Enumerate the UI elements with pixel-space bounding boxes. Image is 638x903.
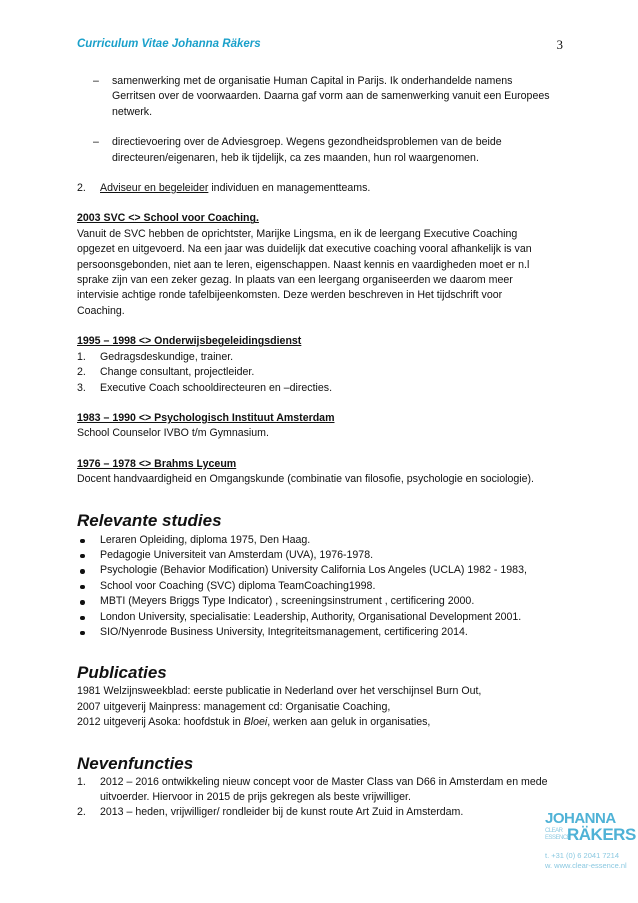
- bullet-icon: [80, 585, 85, 590]
- item-text: Leraren Opleiding, diploma 1975, Den Haag.: [100, 533, 311, 546]
- item-number: 2.: [77, 806, 86, 819]
- item-text: Gedragsdeskundige, trainer.: [100, 350, 234, 363]
- bullet-icon: [80, 539, 85, 544]
- list-item: [77, 381, 567, 396]
- brahms-heading: 1976 – 1978 <> Brahms Lyceum: [77, 457, 237, 470]
- advisor-rest: individuen en managementteams.: [208, 182, 371, 195]
- section-onderwijsbegeleidingsdienst: [77, 334, 567, 396]
- item-number: 2.: [77, 366, 86, 379]
- dash-item: [77, 74, 567, 120]
- dash-line: netwerk.: [112, 105, 153, 118]
- bullet-icon: [80, 600, 85, 605]
- logo-wordmark: [545, 810, 637, 848]
- list-item: [77, 775, 567, 806]
- list-item: [77, 533, 567, 548]
- item-line: 2013 – heden, vrijwilliger/ rondleider bij de kunst route Art Zuid in Amsterdam.: [100, 806, 464, 819]
- section-psychologisch-instituut: [77, 411, 567, 442]
- nevenfuncties-title: Nevenfuncties: [77, 753, 194, 773]
- publicatie-line: 1981 Welzijnsweekblad: eerste publicatie in Nederland over het verschijnsel Burn Out,: [77, 685, 482, 698]
- list-item: [77, 610, 567, 625]
- list-item: [77, 548, 567, 563]
- publicatie-prefix: 2012 uitgeverij Asoka: hoofdstuk in: [77, 716, 244, 729]
- publicatie-line: [77, 715, 567, 730]
- page-header: [77, 38, 563, 56]
- list-item: [77, 625, 567, 640]
- item-number: 1.: [77, 350, 86, 363]
- section-relevante-studies: [77, 510, 567, 641]
- section-publicaties: [77, 662, 567, 730]
- item-number: 1.: [77, 775, 86, 788]
- publicatie-line: 2007 uitgeverij Mainpress: management cd: Organisatie Coaching,: [77, 700, 391, 713]
- item-line: 2012 – 2016 ontwikkeling nieuw concept voor de Master Class van D66 in Amsterdam en mede: [100, 775, 548, 788]
- list-item: [77, 365, 567, 380]
- dash-line: directeuren/eigenaren, heb ik tijdelijk, ca zes maanden, hun rol waargenomen.: [112, 151, 479, 164]
- dash-line: Gerritsen over de voorwaarden. Daarna gaf vorm aan de samenwerking vanuit een Europees: [112, 90, 550, 103]
- item-number: 3.: [77, 381, 86, 394]
- logo-website: w. www.clear-essence.nl: [545, 861, 627, 870]
- list-item: [77, 805, 567, 820]
- bullet-icon: [80, 554, 85, 559]
- psych-line: School Counselor IVBO t/m Gymnasium.: [77, 427, 269, 440]
- svc-line: intervisie achtige ronde tafelbijeenkomsten. Deze werden beschreven in Het tijdschrift voor: [77, 289, 503, 302]
- owbd-heading: 1995 – 1998 <> Onderwijsbegeleidingsdienst: [77, 335, 302, 348]
- logo-name-top: JOHANNA: [545, 810, 616, 827]
- item-text: Change consultant, projectleider.: [100, 366, 255, 379]
- cv-content: [77, 74, 567, 821]
- publicatie-italic: Bloei: [243, 716, 268, 729]
- item-text: Pedagogie Universiteit van Amsterdam (UVA), 1976-1978.: [100, 548, 374, 561]
- publicatie-suffix: , werken aan geluk in organisaties,: [267, 716, 431, 729]
- studies-list: [77, 533, 567, 641]
- list-item: [77, 350, 567, 365]
- logo-clear: CLEAR: [545, 828, 563, 834]
- bullet-icon: [80, 569, 85, 574]
- dash-item: [77, 135, 567, 166]
- item-number: 2.: [77, 182, 86, 195]
- logo-name-bottom: RÄKERS: [567, 825, 636, 844]
- item-text: School voor Coaching (SVC) diploma TeamCoaching1998.: [100, 579, 376, 592]
- section-svc: [77, 211, 567, 319]
- item-line: uitvoerder. Hiervoor in 2015 de prijs gekregen als beste vrijwilliger.: [100, 791, 411, 803]
- header-title: Curriculum Vitae Johanna Räkers: [77, 38, 261, 50]
- item-text: MBTI (Meyers Briggs Type Indicator) , screeningsinstrument , certificering 2000.: [100, 595, 475, 608]
- dash-marker: –: [93, 75, 99, 87]
- psych-heading: 1983 – 1990 <> Psychologisch Instituut Amsterdam: [77, 411, 335, 424]
- numbered-item-advisor: [77, 181, 567, 196]
- bullet-icon: [80, 616, 85, 621]
- item-text: London University, specialisatie: Leadership, Authority, Organisational Development 2001.: [100, 610, 522, 623]
- svc-line: sprake zijn van een zeker gezag. In plaats van een leergang organiseerden we daarom meer: [77, 274, 513, 287]
- dash-line: samenwerking met de organisatie Human Capital in Parijs. Ik onderhandelde namens: [112, 75, 513, 87]
- item-text: Executive Coach schooldirecteuren en –directies.: [100, 381, 333, 394]
- johanna-rakers-logo: [545, 810, 637, 870]
- svc-heading: 2003 SVC <> School voor Coaching.: [77, 212, 259, 225]
- svc-line: Vanuit de SVC hebben de oprichtster, Marijke Lingsma, en ik de leergang Executive Coaching: [77, 227, 518, 240]
- svc-line: persoonsgebonden, niet aan te leren, eigenschappen. Naast kennis en vaardigheden moet er n.l: [77, 258, 530, 271]
- list-item: [77, 594, 567, 609]
- brahms-line: Docent handvaardigheid en Omgangskunde (combinatie van filosofie, psychologie en sociologie).: [77, 473, 534, 486]
- logo-telephone: t. +31 (0) 6 2041 7214: [545, 851, 620, 860]
- page-number: 3: [556, 37, 563, 52]
- logo-essence: ESSENCE: [545, 835, 571, 841]
- advisor-underlined: Adviseur en begeleider: [100, 182, 209, 195]
- section-brahms-lyceum: [77, 457, 567, 488]
- bullet-icon: [80, 631, 85, 636]
- list-item: [77, 563, 567, 578]
- section-nevenfuncties: [77, 753, 567, 821]
- svc-line: opgezet en uitgevoerd. Na een jaar was duidelijk dat executive coaching vooral afhankelijk is van: [77, 243, 532, 256]
- list-item: [77, 579, 567, 594]
- publicaties-title: Publicaties: [77, 663, 167, 683]
- studies-title: Relevante studies: [77, 510, 222, 530]
- svc-line: Coaching.: [77, 304, 125, 317]
- dash-marker: –: [93, 136, 99, 149]
- dash-line: directievoering over de Adviesgroep. Wegens gezondheidsproblemen van de beide: [112, 136, 502, 149]
- item-text: Psychologie (Behavior Modification) University California Los Angeles (UCLA) 1982 - 1983,: [100, 564, 527, 577]
- item-text: SIO/Nyenrode Business University, Integriteitsmanagement, certificering 2014.: [100, 625, 468, 638]
